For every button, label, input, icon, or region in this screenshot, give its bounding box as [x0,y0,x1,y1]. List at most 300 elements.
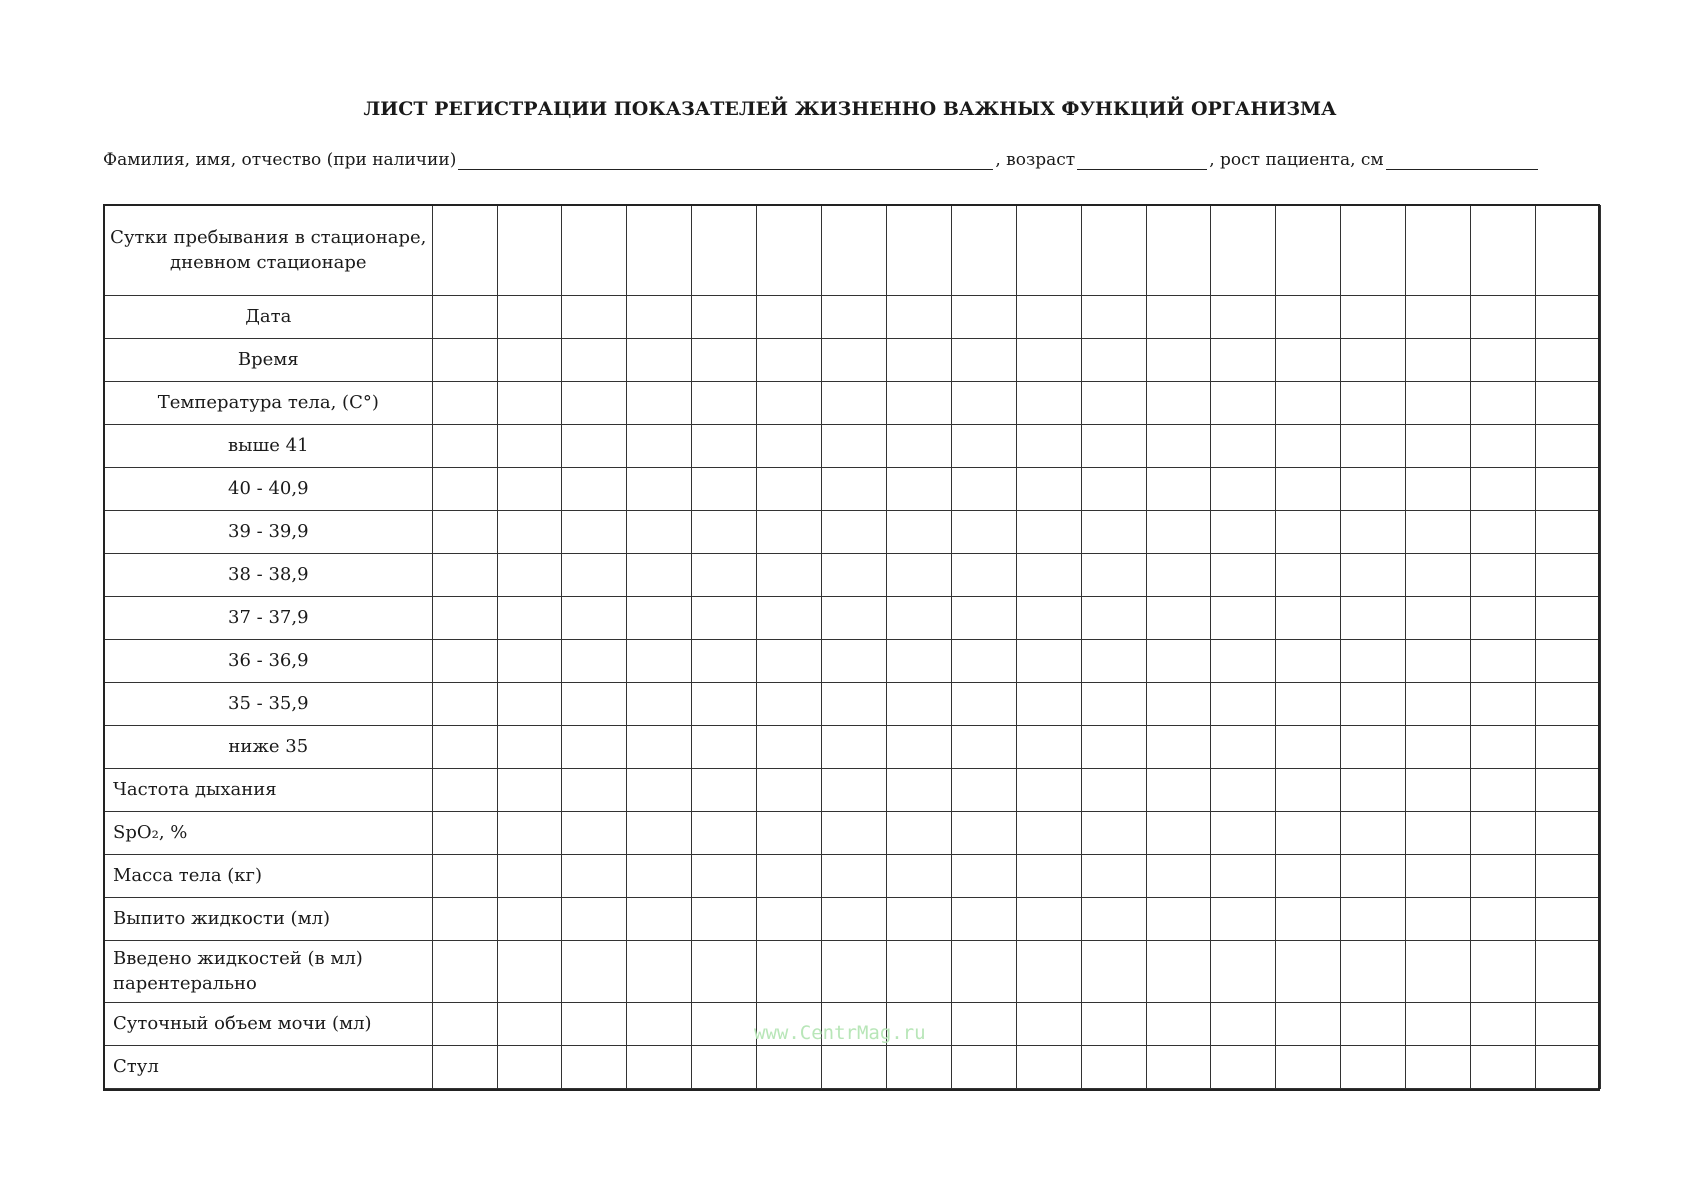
table-cell[interactable] [822,468,887,511]
name-field[interactable] [458,151,993,170]
table-cell[interactable] [1016,206,1081,296]
age-field[interactable] [1077,151,1207,170]
table-cell[interactable] [1471,941,1536,1003]
table-cell[interactable] [432,683,497,726]
table-cell[interactable] [1471,769,1536,812]
table-cell[interactable] [1276,468,1341,511]
table-cell[interactable] [1536,683,1601,726]
table-cell[interactable] [1146,425,1211,468]
table-cell[interactable] [1406,296,1471,339]
table-cell[interactable] [1276,1003,1341,1046]
table-cell[interactable] [1536,855,1601,898]
table-cell[interactable] [1211,1046,1276,1089]
table-cell[interactable] [1016,726,1081,769]
table-cell[interactable] [497,640,562,683]
table-cell[interactable] [1081,1003,1146,1046]
table-cell[interactable] [822,941,887,1003]
table-cell[interactable] [692,855,757,898]
table-cell[interactable] [1406,726,1471,769]
table-cell[interactable] [1471,1046,1536,1089]
table-cell[interactable] [1211,339,1276,382]
table-cell[interactable] [497,597,562,640]
table-cell[interactable] [951,382,1016,425]
table-cell[interactable] [1081,554,1146,597]
table-cell[interactable] [822,769,887,812]
table-cell[interactable] [1146,1003,1211,1046]
table-cell[interactable] [497,296,562,339]
table-cell[interactable] [1211,468,1276,511]
table-cell[interactable] [627,554,692,597]
table-cell[interactable] [1276,855,1341,898]
table-cell[interactable] [562,1003,627,1046]
table-cell[interactable] [562,339,627,382]
table-cell[interactable] [1406,812,1471,855]
table-cell[interactable] [1406,683,1471,726]
table-cell[interactable] [1146,296,1211,339]
table-cell[interactable] [562,812,627,855]
table-cell[interactable] [1536,812,1601,855]
table-cell[interactable] [886,339,951,382]
table-cell[interactable] [1406,855,1471,898]
table-cell[interactable] [1081,640,1146,683]
table-cell[interactable] [497,468,562,511]
table-cell[interactable] [886,468,951,511]
table-cell[interactable] [432,425,497,468]
table-cell[interactable] [692,468,757,511]
table-cell[interactable] [1146,640,1211,683]
table-cell[interactable] [562,726,627,769]
table-cell[interactable] [1016,1003,1081,1046]
table-cell[interactable] [822,812,887,855]
table-cell[interactable] [1471,425,1536,468]
table-cell[interactable] [1471,206,1536,296]
table-cell[interactable] [692,683,757,726]
table-cell[interactable] [1406,941,1471,1003]
table-cell[interactable] [1016,339,1081,382]
table-cell[interactable] [1211,941,1276,1003]
table-cell[interactable] [1081,726,1146,769]
table-cell[interactable] [1016,855,1081,898]
table-cell[interactable] [1146,554,1211,597]
table-cell[interactable] [1146,941,1211,1003]
table-cell[interactable] [432,511,497,554]
table-cell[interactable] [432,640,497,683]
table-cell[interactable] [822,296,887,339]
table-cell[interactable] [757,339,822,382]
table-cell[interactable] [497,898,562,941]
table-cell[interactable] [497,206,562,296]
table-cell[interactable] [822,898,887,941]
table-cell[interactable] [1211,597,1276,640]
table-cell[interactable] [692,425,757,468]
table-cell[interactable] [1016,769,1081,812]
table-cell[interactable] [1016,425,1081,468]
table-cell[interactable] [1341,855,1406,898]
table-cell[interactable] [1081,812,1146,855]
table-cell[interactable] [1536,511,1601,554]
table-cell[interactable] [1016,597,1081,640]
table-cell[interactable] [1211,726,1276,769]
table-cell[interactable] [822,339,887,382]
table-cell[interactable] [1146,812,1211,855]
table-cell[interactable] [692,812,757,855]
table-cell[interactable] [432,339,497,382]
table-cell[interactable] [822,855,887,898]
table-cell[interactable] [1211,511,1276,554]
table-cell[interactable] [692,726,757,769]
table-cell[interactable] [1341,640,1406,683]
table-cell[interactable] [1146,468,1211,511]
table-cell[interactable] [627,726,692,769]
table-cell[interactable] [432,898,497,941]
table-cell[interactable] [1016,640,1081,683]
table-cell[interactable] [432,296,497,339]
table-cell[interactable] [1016,812,1081,855]
table-cell[interactable] [1406,597,1471,640]
table-cell[interactable] [692,339,757,382]
table-cell[interactable] [1471,511,1536,554]
table-cell[interactable] [627,1003,692,1046]
table-cell[interactable] [1211,898,1276,941]
table-cell[interactable] [951,1046,1016,1089]
table-cell[interactable] [1341,468,1406,511]
table-cell[interactable] [627,769,692,812]
table-cell[interactable] [1536,898,1601,941]
table-cell[interactable] [1536,296,1601,339]
table-cell[interactable] [1341,339,1406,382]
table-cell[interactable] [1211,554,1276,597]
table-cell[interactable] [1341,941,1406,1003]
table-cell[interactable] [1471,296,1536,339]
table-cell[interactable] [886,640,951,683]
table-cell[interactable] [1406,640,1471,683]
table-cell[interactable] [1406,898,1471,941]
table-cell[interactable] [432,812,497,855]
table-cell[interactable] [432,382,497,425]
table-cell[interactable] [1276,726,1341,769]
table-cell[interactable] [757,1046,822,1089]
table-cell[interactable] [1276,683,1341,726]
table-cell[interactable] [1211,683,1276,726]
table-cell[interactable] [562,769,627,812]
table-cell[interactable] [822,640,887,683]
table-cell[interactable] [497,726,562,769]
table-cell[interactable] [432,1046,497,1089]
table-cell[interactable] [1211,812,1276,855]
table-cell[interactable] [692,511,757,554]
table-cell[interactable] [692,554,757,597]
table-cell[interactable] [692,941,757,1003]
table-cell[interactable] [1406,554,1471,597]
table-cell[interactable] [886,812,951,855]
table-cell[interactable] [757,296,822,339]
table-cell[interactable] [951,554,1016,597]
table-cell[interactable] [951,898,1016,941]
table-cell[interactable] [822,683,887,726]
table-cell[interactable] [1081,683,1146,726]
table-cell[interactable] [692,1046,757,1089]
table-cell[interactable] [1536,769,1601,812]
table-cell[interactable] [1146,769,1211,812]
table-cell[interactable] [757,941,822,1003]
table-cell[interactable] [886,898,951,941]
table-cell[interactable] [1341,683,1406,726]
table-cell[interactable] [497,812,562,855]
table-cell[interactable] [1341,425,1406,468]
table-cell[interactable] [1471,554,1536,597]
table-cell[interactable] [627,382,692,425]
table-cell[interactable] [1211,382,1276,425]
table-cell[interactable] [1211,425,1276,468]
table-cell[interactable] [1471,683,1536,726]
table-cell[interactable] [886,554,951,597]
table-cell[interactable] [886,683,951,726]
table-cell[interactable] [432,1003,497,1046]
table-cell[interactable] [1211,640,1276,683]
table-cell[interactable] [1016,468,1081,511]
table-cell[interactable] [1341,1003,1406,1046]
table-cell[interactable] [692,597,757,640]
table-cell[interactable] [757,468,822,511]
table-cell[interactable] [822,425,887,468]
table-cell[interactable] [562,296,627,339]
table-cell[interactable] [1406,339,1471,382]
table-cell[interactable] [1406,511,1471,554]
table-cell[interactable] [1276,812,1341,855]
table-cell[interactable] [1406,425,1471,468]
table-cell[interactable] [886,769,951,812]
table-cell[interactable] [432,855,497,898]
table-cell[interactable] [886,855,951,898]
table-cell[interactable] [886,296,951,339]
table-cell[interactable] [1081,1046,1146,1089]
table-cell[interactable] [1276,640,1341,683]
table-cell[interactable] [822,511,887,554]
table-cell[interactable] [951,1003,1016,1046]
table-cell[interactable] [497,683,562,726]
table-cell[interactable] [1146,855,1211,898]
table-cell[interactable] [951,769,1016,812]
table-cell[interactable] [1536,425,1601,468]
table-cell[interactable] [497,769,562,812]
table-cell[interactable] [432,554,497,597]
table-cell[interactable] [562,683,627,726]
table-cell[interactable] [1276,554,1341,597]
table-cell[interactable] [1406,206,1471,296]
table-cell[interactable] [1471,468,1536,511]
table-cell[interactable] [1341,296,1406,339]
table-cell[interactable] [1016,382,1081,425]
table-cell[interactable] [822,1046,887,1089]
table-cell[interactable] [1146,726,1211,769]
table-cell[interactable] [1016,683,1081,726]
table-cell[interactable] [1471,855,1536,898]
table-cell[interactable] [1081,382,1146,425]
table-cell[interactable] [951,726,1016,769]
table-cell[interactable] [562,468,627,511]
table-cell[interactable] [1146,1046,1211,1089]
table-cell[interactable] [886,425,951,468]
table-cell[interactable] [1211,769,1276,812]
table-cell[interactable] [1341,812,1406,855]
table-cell[interactable] [1276,206,1341,296]
table-cell[interactable] [1016,1046,1081,1089]
table-cell[interactable] [822,597,887,640]
table-cell[interactable] [1536,640,1601,683]
table-cell[interactable] [1341,597,1406,640]
table-cell[interactable] [627,468,692,511]
table-cell[interactable] [497,511,562,554]
table-cell[interactable] [1146,683,1211,726]
table-cell[interactable] [757,898,822,941]
table-cell[interactable] [1016,296,1081,339]
table-cell[interactable] [1081,941,1146,1003]
table-cell[interactable] [1081,511,1146,554]
table-cell[interactable] [951,296,1016,339]
table-cell[interactable] [1276,425,1341,468]
table-cell[interactable] [1276,941,1341,1003]
table-cell[interactable] [1081,769,1146,812]
table-cell[interactable] [822,206,887,296]
table-cell[interactable] [432,726,497,769]
table-cell[interactable] [627,941,692,1003]
table-cell[interactable] [1146,898,1211,941]
table-cell[interactable] [562,941,627,1003]
table-cell[interactable] [1341,769,1406,812]
table-cell[interactable] [1081,206,1146,296]
table-cell[interactable] [432,597,497,640]
table-cell[interactable] [627,206,692,296]
table-cell[interactable] [757,511,822,554]
table-cell[interactable] [951,339,1016,382]
table-cell[interactable] [497,554,562,597]
table-cell[interactable] [627,511,692,554]
table-cell[interactable] [822,554,887,597]
table-cell[interactable] [1341,511,1406,554]
table-cell[interactable] [497,855,562,898]
table-cell[interactable] [757,726,822,769]
table-cell[interactable] [1211,855,1276,898]
table-cell[interactable] [432,769,497,812]
table-cell[interactable] [757,425,822,468]
table-cell[interactable] [1471,898,1536,941]
table-cell[interactable] [1341,554,1406,597]
table-cell[interactable] [562,554,627,597]
table-cell[interactable] [1536,726,1601,769]
table-cell[interactable] [1276,339,1341,382]
table-cell[interactable] [627,640,692,683]
table-cell[interactable] [951,812,1016,855]
table-cell[interactable] [1081,296,1146,339]
table-cell[interactable] [562,855,627,898]
table-cell[interactable] [1536,1003,1601,1046]
table-cell[interactable] [1341,1046,1406,1089]
table-cell[interactable] [757,812,822,855]
table-cell[interactable] [822,382,887,425]
table-cell[interactable] [1081,425,1146,468]
table-cell[interactable] [1276,898,1341,941]
table-cell[interactable] [497,382,562,425]
table-cell[interactable] [1016,554,1081,597]
table-cell[interactable] [627,855,692,898]
table-cell[interactable] [562,382,627,425]
table-cell[interactable] [692,640,757,683]
table-cell[interactable] [432,468,497,511]
table-cell[interactable] [1406,1003,1471,1046]
table-cell[interactable] [1016,941,1081,1003]
table-cell[interactable] [562,511,627,554]
table-cell[interactable] [1276,597,1341,640]
table-cell[interactable] [1341,898,1406,941]
table-cell[interactable] [1016,898,1081,941]
table-cell[interactable] [627,898,692,941]
table-cell[interactable] [1406,468,1471,511]
table-cell[interactable] [432,941,497,1003]
table-cell[interactable] [1536,941,1601,1003]
table-cell[interactable] [627,683,692,726]
table-cell[interactable] [1146,339,1211,382]
table-cell[interactable] [886,726,951,769]
table-cell[interactable] [1211,206,1276,296]
table-cell[interactable] [1536,339,1601,382]
table-cell[interactable] [692,206,757,296]
height-field[interactable] [1386,151,1538,170]
table-cell[interactable] [1276,769,1341,812]
table-cell[interactable] [1471,382,1536,425]
table-cell[interactable] [951,941,1016,1003]
table-cell[interactable] [1146,382,1211,425]
table-cell[interactable] [627,339,692,382]
table-cell[interactable] [562,425,627,468]
table-cell[interactable] [627,597,692,640]
table-cell[interactable] [1146,597,1211,640]
table-cell[interactable] [1081,855,1146,898]
table-cell[interactable] [1081,898,1146,941]
table-cell[interactable] [1471,597,1536,640]
table-cell[interactable] [497,425,562,468]
table-cell[interactable] [757,640,822,683]
table-cell[interactable] [692,769,757,812]
table-cell[interactable] [1471,640,1536,683]
table-cell[interactable] [1406,769,1471,812]
table-cell[interactable] [1471,1003,1536,1046]
table-cell[interactable] [1536,554,1601,597]
table-cell[interactable] [432,206,497,296]
table-cell[interactable] [951,640,1016,683]
table-cell[interactable] [497,941,562,1003]
table-cell[interactable] [562,597,627,640]
table-cell[interactable] [497,1003,562,1046]
table-cell[interactable] [692,898,757,941]
table-cell[interactable] [951,425,1016,468]
table-cell[interactable] [562,898,627,941]
table-cell[interactable] [1341,726,1406,769]
table-cell[interactable] [886,206,951,296]
table-cell[interactable] [951,683,1016,726]
table-cell[interactable] [562,1046,627,1089]
table-cell[interactable] [1081,597,1146,640]
table-cell[interactable] [627,812,692,855]
table-cell[interactable] [1211,1003,1276,1046]
table-cell[interactable] [497,1046,562,1089]
table-cell[interactable] [1016,511,1081,554]
table-cell[interactable] [1536,468,1601,511]
table-cell[interactable] [951,468,1016,511]
table-cell[interactable] [692,296,757,339]
table-cell[interactable] [627,1046,692,1089]
table-cell[interactable] [822,726,887,769]
table-cell[interactable] [1536,206,1601,296]
